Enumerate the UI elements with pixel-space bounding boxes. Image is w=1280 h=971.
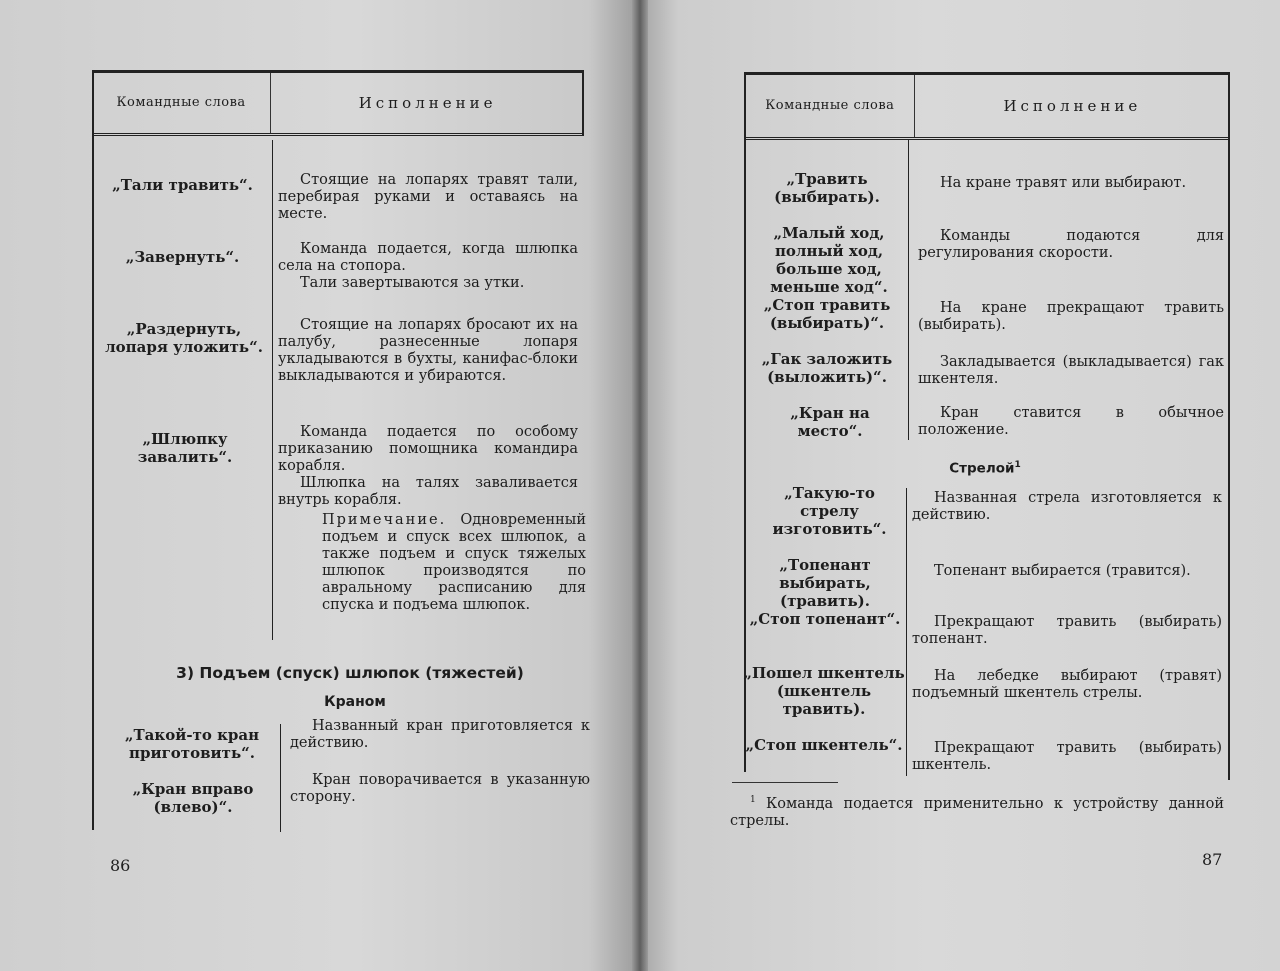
execution-cell (918, 175, 1224, 192)
command-cell: „Раздернуть, лопаря уложить“. (105, 320, 263, 356)
execution-text: На кране травят или выбирают. (940, 175, 1187, 191)
execution-cell (278, 317, 578, 385)
execution-text: Стоящие на лопарях травят тали, перебирая руками и оставаясь на месте. (278, 172, 578, 222)
execution-text: Кран ставится в обычное положение. (918, 405, 1224, 438)
left-column-rule (272, 140, 273, 640)
execution-text: На кране прекращают травить (выбирать). (918, 300, 1224, 333)
execution-cell (912, 490, 1222, 524)
execution-text: Шлюпка на талях заваливается внутрь корабля. (278, 475, 578, 508)
header-execution-label: Исполнение (270, 73, 584, 133)
execution-text: Тали завертываются за утки. (300, 275, 525, 291)
execution-text: Команды подаются для регулирования скорости. (918, 228, 1224, 261)
crane-column-rule (280, 724, 281, 832)
execution-cell (918, 354, 1224, 388)
execution-text: Названный кран приготовляется к действию. (290, 718, 590, 751)
execution-cell (912, 614, 1222, 648)
command-cell: „Малый ход, полный ход, больше ход, меньше ход“. (770, 224, 888, 296)
execution-cell (290, 718, 590, 752)
command-cell: „Шлюпку завалить“. (137, 430, 233, 466)
command-cell: „Стоп травить (выбирать)“. (763, 296, 891, 332)
left-right-rule (582, 70, 584, 135)
command-cell: „Стоп топенант“. (749, 610, 901, 628)
note-lead: Примечание. (322, 512, 447, 528)
execution-cell (278, 424, 578, 509)
subsection-title: Краном (324, 694, 386, 710)
footnote-text: Команда подается применительно к устройству данной стрелы. (730, 795, 1224, 829)
subsection-title-text: Стрелой (949, 460, 1015, 477)
command-cell: „Такой-то кран приготовить“. (124, 726, 260, 762)
execution-text: Топенант выбирается (травится). (934, 563, 1191, 579)
left-page-number: 86 (110, 856, 131, 875)
command-cell: „Стоп шкентель“. (745, 736, 903, 754)
execution-cell (912, 740, 1222, 774)
command-cell: „Кран на место“. (790, 404, 870, 440)
execution-text: Названная стрела изготовляется к действию. (912, 490, 1222, 523)
command-cell: „Тали травить“. (112, 176, 253, 194)
note-block (322, 512, 586, 614)
execution-text: Прекращают травить (выбирать) шкентель. (912, 740, 1222, 773)
right-right-rule (1228, 72, 1230, 780)
header-commands-label: Командные слова (116, 95, 246, 110)
execution-cell (278, 241, 578, 292)
footnote (730, 792, 1224, 830)
execution-cell (918, 300, 1224, 334)
execution-text: Закладывается (выкладывается) гак шкентеля. (918, 354, 1224, 387)
command-cell: „Травить (выбирать). (774, 170, 880, 206)
command-cell: „Гак заложить (выложить)“. (761, 350, 893, 386)
header-execution-label: Исполнение (914, 75, 1230, 137)
footnote-rule (732, 782, 838, 783)
command-cell: „Такую-то стрелу изготовить“. (772, 484, 887, 538)
execution-cell (290, 772, 590, 806)
execution-cell (912, 668, 1222, 702)
execution-text: Кран поворачивается в указанную сторону. (290, 772, 590, 805)
execution-text: На лебедке выбирают (травят) подъемный шкентель стрелы. (912, 668, 1222, 701)
book-gutter (632, 0, 648, 971)
left-outer-rule (92, 70, 94, 830)
right-column-rule-bottom (906, 488, 907, 776)
execution-cell (918, 405, 1224, 439)
header-commands-label: Командные слова (765, 98, 895, 113)
footnote-mark: 1 (750, 795, 756, 805)
execution-text: Команда подается, когда шлюпка села на стопора. (278, 241, 578, 274)
subsection-title (930, 460, 1040, 477)
command-cell: „Пошел шкентель (шкентель травить). (743, 664, 905, 718)
section-title: 3) Подъем (спуск) шлюпок (тяжестей) (176, 664, 524, 682)
left-table-header (92, 70, 584, 136)
execution-cell (278, 172, 578, 223)
execution-cell (918, 228, 1224, 262)
command-cell: „Кран вправо (влево)“. (132, 780, 254, 816)
command-cell: „Завернуть“. (125, 248, 240, 266)
execution-text: Стоящие на лопарях бросают их на палубу, разнесенные лопаря укладываются в бухты, канифас-блоки выкладываются и убираются. (278, 317, 578, 384)
right-page-number: 87 (1202, 850, 1223, 869)
execution-text: Команда подается по особому приказанию помощника командира корабля. (278, 424, 578, 474)
footnote-ref: 1 (1014, 460, 1021, 470)
execution-text: Прекращают травить (выбирать) топенант. (912, 614, 1222, 647)
command-cell: „Топенант выбирать, (травить). (779, 556, 871, 610)
right-table-header (746, 72, 1230, 140)
note-text: Одновременный подъем и спуск всех шлюпок, а также подъем и спуск тяжелых шлюпок производятся по авральному расписанию для спуска и подъема шлюпок. (322, 512, 586, 613)
execution-cell (912, 563, 1222, 580)
